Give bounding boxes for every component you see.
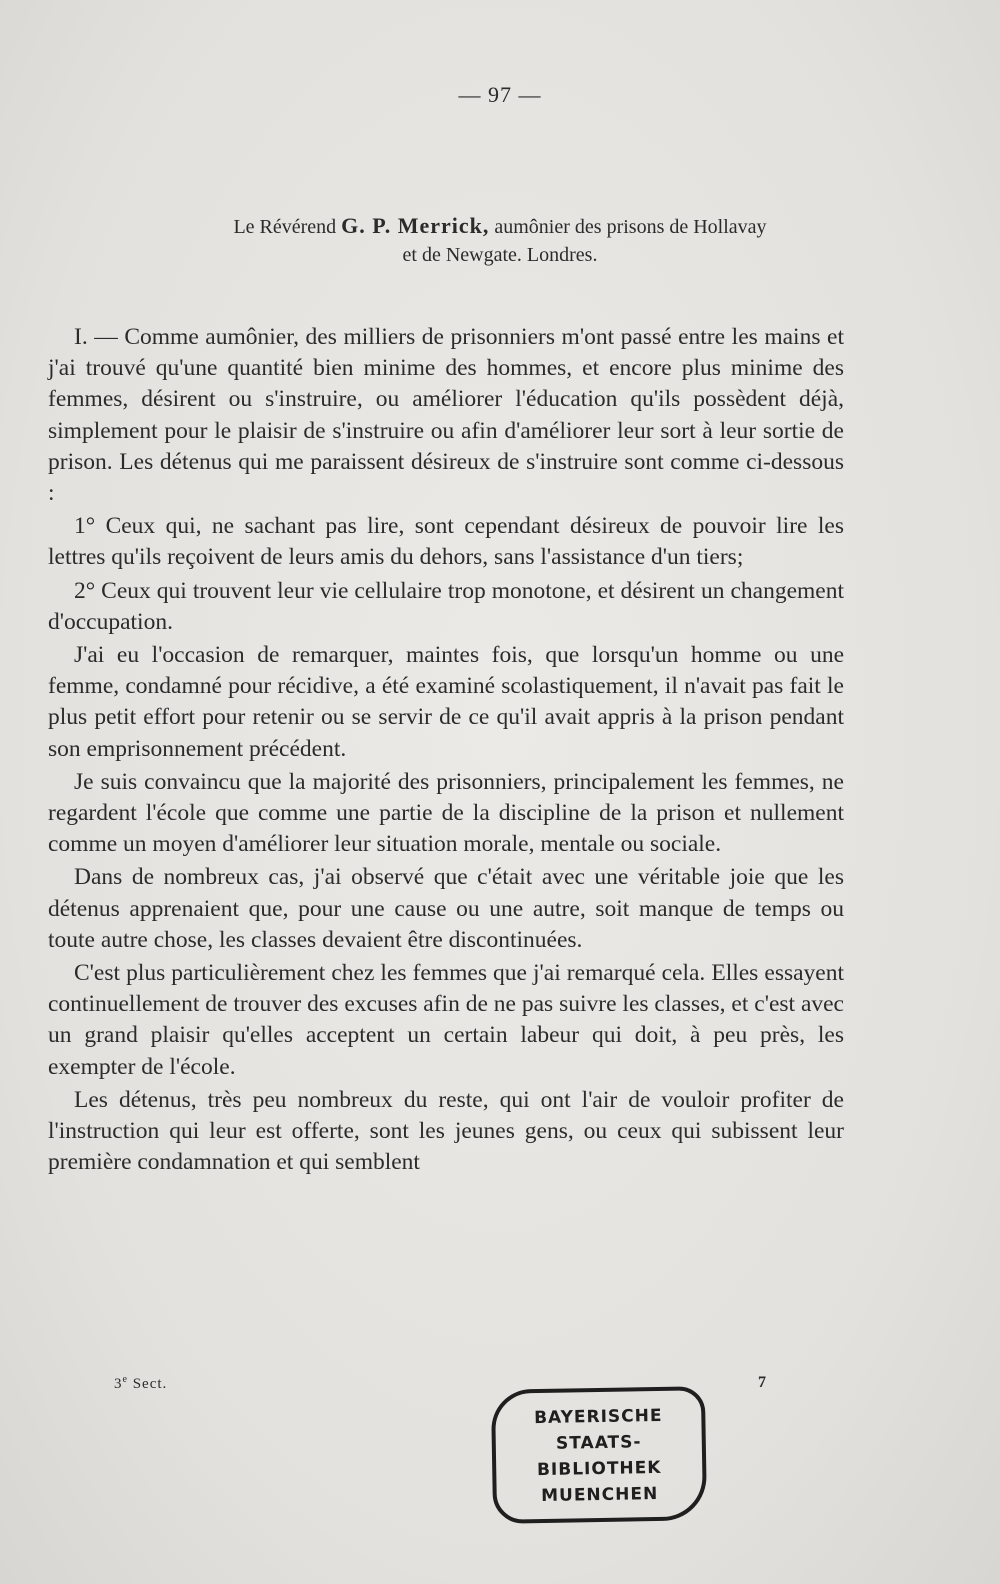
stamp-line: MUENCHEN: [540, 1483, 659, 1507]
header-line-2: et de Newgate. Londres.: [402, 244, 598, 266]
paragraph: Dans de nombreux cas, j'ai observé que c'était avec une véritable joie que les détenus apprenaient que, pour une cause ou une autre, soit manque de temps ou toute autre chose, les classes devaient être discontinuées.: [48, 864, 844, 953]
body-text: [48, 322, 844, 1180]
entry-header: [80, 212, 920, 269]
author-name: G. P. Merrick,: [341, 213, 490, 238]
paragraph: C'est plus particulièrement chez les femmes que j'ai remarqué cela. Elles essayent continuellement de trouver des excuses afin de ne pas suivre les classes, et c'est avec un grand plaisir qu'elles acceptent un certain labeur qui doit, à peu près, les exempter de l'école.: [48, 960, 844, 1080]
section-number: 3: [114, 1376, 123, 1392]
section-superscript: e: [122, 1374, 128, 1385]
section-footer: [114, 1374, 167, 1393]
author-title: aumônier des prisons de Hollavay: [494, 216, 767, 238]
paragraph: Les détenus, très peu nombreux du reste, qui ont l'air de vouloir profiter de l'instruction qui leur est offerte, sont les jeunes gens, ou ceux qui subissent leur première condamnation et qui semblent: [48, 1086, 844, 1176]
section-label: Sect.: [132, 1376, 168, 1392]
paragraph: 2° Ceux qui trouvent leur vie cellulaire trop monotone, et désirent un changement d'occupation.: [48, 577, 844, 635]
signature-mark: 7: [758, 1374, 766, 1391]
page-number: — 97 —: [458, 82, 542, 107]
library-stamp: [491, 1386, 707, 1524]
header-prefix: Le Révérend: [233, 216, 337, 238]
stamp-line: BAYERISCHE: [533, 1405, 663, 1429]
paragraph: Je suis convaincu que la majorité des prisonniers, principalement les femmes, ne regardent l'école que comme une partie de la discipline de la prison et nullement comme un moyen d'améliorer leur situation morale, mentale ou sociale.: [48, 768, 844, 858]
paragraph: J'ai eu l'occasion de remarquer, maintes fois, que lorsqu'un homme ou une femme, condamné pour récidive, a été examiné scolastiquement, il n'avait pas fait le plus petit effort pour retenir ou se servir de ce qu'il avait appris à la prison pendant son emprisonnement précédent.: [48, 642, 844, 762]
paragraph: I. — Comme aumônier, des milliers de prisonniers m'ont passé entre les mains et j'ai trouvé qu'une quantité bien minime des hommes, et encore plus minime des femmes, désirent ou s'instruire, ou améliorer l'éducation qu'ils possèdent déjà, simplement pour le plaisir de s'instruire ou afin d'améliorer leur sort à leur sortie de prison. Les détenus qui me paraissent désireux de s'instruire sont comme ci-dessous :: [48, 324, 844, 507]
paragraph: 1° Ceux qui, ne sachant pas lire, sont cependant désireux de pouvoir lire les lettres qu'ils reçoivent de leurs amis du dehors, sans l'assistance d'un tiers;: [48, 513, 844, 571]
stamp-line: STAATS-: [555, 1432, 642, 1454]
stamp-line: BIBLIOTHEK: [536, 1457, 662, 1481]
header-line-1: [80, 212, 920, 241]
